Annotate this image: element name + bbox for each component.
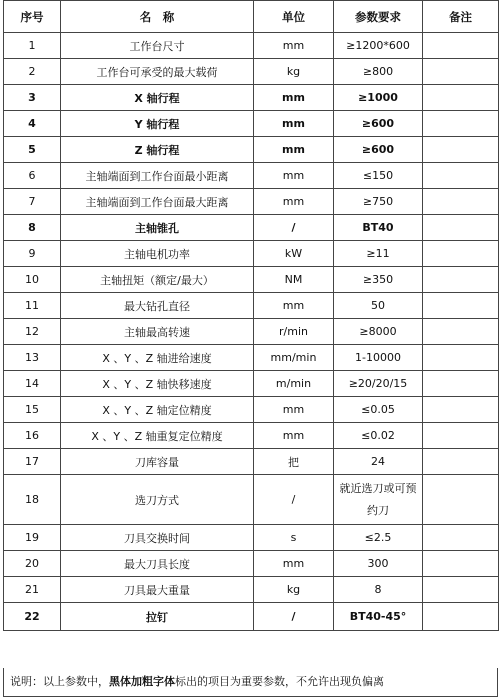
- cell-name: 工作台可承受的最大载荷: [61, 59, 254, 85]
- cell-remark: [423, 137, 499, 163]
- table-row: [4, 33, 499, 59]
- cell-requirement: ≥600: [334, 111, 423, 137]
- cell-name: 主轴电机功率: [61, 241, 254, 267]
- cell-unit: mm: [254, 163, 334, 189]
- cell-requirement: ≥1000: [334, 85, 423, 111]
- cell-name: 主轴端面到工作台面最小距离: [61, 163, 254, 189]
- cell-name: X 、Y 、Z 轴重复定位精度: [61, 423, 254, 449]
- cell-name: X 轴行程: [61, 85, 254, 111]
- table-row: [4, 397, 499, 423]
- cell-remark: [423, 345, 499, 371]
- cell-name: 拉钉: [61, 603, 254, 631]
- cell-requirement: 300: [334, 551, 423, 577]
- cell-unit: NM: [254, 267, 334, 293]
- table-row: [4, 267, 499, 293]
- cell-no: 7: [4, 189, 61, 215]
- cell-no: 13: [4, 345, 61, 371]
- table-row: [4, 577, 499, 603]
- cell-remark: [423, 397, 499, 423]
- cell-no: 16: [4, 423, 61, 449]
- cell-requirement: ≥600: [334, 137, 423, 163]
- header-row: [4, 1, 499, 33]
- cell-no: 18: [4, 475, 61, 525]
- cell-unit: kW: [254, 241, 334, 267]
- header-no: 序号: [4, 1, 61, 33]
- table-row: [4, 525, 499, 551]
- note-prefix: 说明：以上参数中，: [10, 675, 109, 688]
- cell-requirement: ≤2.5: [334, 525, 423, 551]
- cell-unit: mm/min: [254, 345, 334, 371]
- cell-name: 主轴锥孔: [61, 215, 254, 241]
- cell-no: 17: [4, 449, 61, 475]
- header-name: 名 称: [61, 1, 254, 33]
- cell-remark: [423, 423, 499, 449]
- cell-no: 21: [4, 577, 61, 603]
- table-row: [4, 189, 499, 215]
- cell-unit: /: [254, 603, 334, 631]
- cell-no: 9: [4, 241, 61, 267]
- cell-remark: [423, 85, 499, 111]
- cell-remark: [423, 475, 499, 525]
- note-suffix: 标出的项目为重要参数，不允许出现负偏离: [175, 675, 384, 688]
- note-emphasis: 黑体加粗字体: [109, 675, 175, 688]
- table-row: [4, 371, 499, 397]
- cell-name: 主轴扭矩（额定/最大）: [61, 267, 254, 293]
- cell-name: 最大钻孔直径: [61, 293, 254, 319]
- cell-unit: mm: [254, 111, 334, 137]
- table-row: [4, 293, 499, 319]
- cell-no: 20: [4, 551, 61, 577]
- cell-requirement: ≥11: [334, 241, 423, 267]
- cell-unit: mm: [254, 85, 334, 111]
- cell-unit: mm: [254, 189, 334, 215]
- cell-requirement: 50: [334, 293, 423, 319]
- cell-no: 4: [4, 111, 61, 137]
- cell-requirement: 1-10000: [334, 345, 423, 371]
- table-row: [4, 603, 499, 631]
- cell-requirement: BT40-45°: [334, 603, 423, 631]
- cell-requirement: 就近选刀或可预 约刀: [334, 475, 423, 525]
- cell-name: 选刀方式: [61, 475, 254, 525]
- cell-requirement: ≤150: [334, 163, 423, 189]
- cell-no: 22: [4, 603, 61, 631]
- cell-unit: kg: [254, 577, 334, 603]
- cell-requirement: ≥8000: [334, 319, 423, 345]
- cell-no: 5: [4, 137, 61, 163]
- header-unit: 单位: [254, 1, 334, 33]
- cell-name: 工作台尺寸: [61, 33, 254, 59]
- cell-remark: [423, 111, 499, 137]
- cell-no: 3: [4, 85, 61, 111]
- cell-unit: r/min: [254, 319, 334, 345]
- cell-no: 1: [4, 33, 61, 59]
- cell-no: 14: [4, 371, 61, 397]
- table-row: [4, 215, 499, 241]
- spec-body: [4, 33, 499, 631]
- cell-remark: [423, 163, 499, 189]
- cell-unit: mm: [254, 137, 334, 163]
- table-row: [4, 345, 499, 371]
- cell-name: Z 轴行程: [61, 137, 254, 163]
- cell-name: X 、Y 、Z 轴进给速度: [61, 345, 254, 371]
- cell-name: 刀库容量: [61, 449, 254, 475]
- cell-remark: [423, 241, 499, 267]
- cell-no: 19: [4, 525, 61, 551]
- cell-remark: [423, 525, 499, 551]
- header-remark: 备注: [423, 1, 499, 33]
- cell-name: 刀具交换时间: [61, 525, 254, 551]
- cell-remark: [423, 33, 499, 59]
- spec-table: [3, 0, 499, 631]
- cell-no: 6: [4, 163, 61, 189]
- cell-unit: s: [254, 525, 334, 551]
- table-row: [4, 423, 499, 449]
- header-requirement: 参数要求: [334, 1, 423, 33]
- cell-requirement: ≤0.02: [334, 423, 423, 449]
- cell-remark: [423, 189, 499, 215]
- table-row: [4, 111, 499, 137]
- cell-unit: m/min: [254, 371, 334, 397]
- cell-name: 主轴最高转速: [61, 319, 254, 345]
- cell-unit: /: [254, 475, 334, 525]
- cell-requirement: ≥20/20/15: [334, 371, 423, 397]
- cell-requirement: ≤0.05: [334, 397, 423, 423]
- cell-remark: [423, 551, 499, 577]
- cell-unit: mm: [254, 397, 334, 423]
- cell-name: 主轴端面到工作台面最大距离: [61, 189, 254, 215]
- table-row: [4, 551, 499, 577]
- cell-name: X 、Y 、Z 轴快移速度: [61, 371, 254, 397]
- cell-remark: [423, 371, 499, 397]
- cell-remark: [423, 319, 499, 345]
- cell-no: 2: [4, 59, 61, 85]
- table-row: [4, 137, 499, 163]
- cell-name: X 、Y 、Z 轴定位精度: [61, 397, 254, 423]
- cell-requirement: ≥800: [334, 59, 423, 85]
- cell-unit: kg: [254, 59, 334, 85]
- cell-remark: [423, 603, 499, 631]
- cell-remark: [423, 267, 499, 293]
- cell-unit: mm: [254, 551, 334, 577]
- cell-unit: mm: [254, 293, 334, 319]
- cell-no: 15: [4, 397, 61, 423]
- cell-remark: [423, 59, 499, 85]
- table-row: [4, 59, 499, 85]
- table-row: [4, 475, 499, 525]
- table-row: [4, 449, 499, 475]
- cell-no: 10: [4, 267, 61, 293]
- cell-unit: 把: [254, 449, 334, 475]
- cell-unit: /: [254, 215, 334, 241]
- note: [3, 668, 498, 697]
- cell-requirement: 8: [334, 577, 423, 603]
- cell-unit: mm: [254, 423, 334, 449]
- cell-no: 12: [4, 319, 61, 345]
- cell-remark: [423, 293, 499, 319]
- table-row: [4, 319, 499, 345]
- cell-requirement: ≥750: [334, 189, 423, 215]
- cell-requirement: 24: [334, 449, 423, 475]
- table-row: [4, 85, 499, 111]
- cell-remark: [423, 215, 499, 241]
- cell-no: 8: [4, 215, 61, 241]
- cell-name: 最大刀具长度: [61, 551, 254, 577]
- cell-requirement: BT40: [334, 215, 423, 241]
- cell-no: 11: [4, 293, 61, 319]
- cell-remark: [423, 449, 499, 475]
- cell-remark: [423, 577, 499, 603]
- table-row: [4, 163, 499, 189]
- cell-requirement: ≥350: [334, 267, 423, 293]
- cell-unit: mm: [254, 33, 334, 59]
- cell-name: 刀具最大重量: [61, 577, 254, 603]
- cell-name: Y 轴行程: [61, 111, 254, 137]
- table-row: [4, 241, 499, 267]
- cell-requirement: ≥1200*600: [334, 33, 423, 59]
